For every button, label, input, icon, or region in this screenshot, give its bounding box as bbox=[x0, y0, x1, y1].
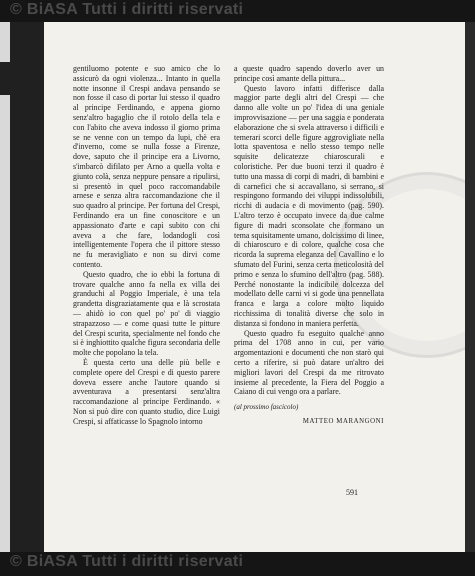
author-signature: MATTEO MARANGONI bbox=[302, 417, 384, 425]
paragraph: Questo quadro, che io ebbi la fortuna di trovare qualche anno fa nella ex villa dei granduchi al Poggio Imperiale, è una tela grandetta disgraziatamente qua e là scrostata — ahidò io con quel po' po' di viaggio strapazzoso — e come quasi tutte le pitture del Crespi scurita, specialmente nel fondo che si è inghiottito qualche figura secondaria delle molte che popolano la tela. bbox=[73, 269, 220, 358]
paragraph: gentiluomo potente e suo amico che lo assicurò da ogni violenza... Intanto in quella notte insonne il Crespi andava pensando se non fosse il caso di portar lui stesso il quadro al principe Ferdinando, e appena giorno senz'altro bagaglio che il rotolo della tela e con l'abito che aveva indosso il giorno prima se ne venne con un tempo da lupi, chè era d'inverno, come se nulla fosse a Firenze, dove, saputo che il principe era a Livorno, s'imbarcò difilato per Arno a quella volta e giunto colà, senza neppure pensare a ripulirsi, si presentò in quel poco raccomandabile arnese e senza altra raccomandazione che il suo quadro al principe. Per fortuna del Crespi, Ferdinando era un fine conoscitore e un appassionato d'arte e capì subito con chi aveva a che fare, lodandogli così intelligentemente l'opera che il pittore stesso ne fu meravigliato e non su dirvi come contento. bbox=[73, 64, 220, 269]
left-edge-highlight-lower bbox=[0, 95, 10, 552]
watermark-top: © BiASA Tutti i diritti riservati bbox=[10, 1, 244, 18]
page-number: 591 bbox=[346, 488, 358, 497]
paragraph: Questo quadro fu eseguito qualche anno prima del 1708 anno in cui, per vario argomentazioni e documenti che non starò qui certo a riferire, si può datare un'altro dei migliori lavori del Crespi da me ritrovato insieme al precedente, la Fiera del Poggio a Caiano di cui vengo ora a parlare. bbox=[234, 328, 384, 397]
paragraph: È questa certo una delle più belle e complete opere del Crespi e di questo parere doveva essere anche l'autore quando si avventurava a presentarsi senz'altra raccomandazione al principe Ferdinando. « Non si può dire con quanto studio, dice Luigi Crespi, si affaticasse lo Spagnolo intorno bbox=[73, 357, 220, 426]
paragraph: a queste quadro sapendo doverlo aver un principe così amante della pittura... bbox=[234, 64, 384, 83]
book-page bbox=[44, 22, 465, 552]
watermark-bottom: © BiASA Tutti i diritti riservati bbox=[10, 553, 244, 570]
left-edge-highlight bbox=[0, 22, 10, 62]
paragraph: Questo lavoro infatti differisce dalla maggior parte degli altri del Crespi — che danno alle volte un po' l'idea di una geniale improvvisazione — per una saggia e ponderata elaborazione che si svela attraverso i difficili e temerari scorci delle figure aggrovigliate nella lotta spaventosa e nello stesso tempo nelle squisite delicatezze chiaroscurali e coloristiche. Per due buoni terzi il quadro è tutto una massa di corpi di madri, di bambini e di carnefici che si accavallano, si serrano, si respingono formando dei viluppi indissolubili, ricchi di audacia e di movimento (pag. 590). L'altro terzo è occupato invece da due calme figure di madri sconsolate che formano un tema squisitamente umano, dolcissimo di linee, di chiaroscuro e di colore, qualche cosa che ricorda la suprema eleganza del Cavallino e lo sfumato del Furini, senza certa meticolosità del primo e senza lo sfumino dell'altro (pag. 588). Perché nonostante la indicibile dolcezza del modellato delle carni vi si gode una pennellata franca e larga a colore molto liquido ricchissima di tonalità diverse che solo in distanza si fondono in maniera perfetta. bbox=[234, 83, 384, 328]
right-text-column bbox=[234, 64, 384, 427]
continuation-note: (al prossimo fascicolo) bbox=[234, 403, 299, 412]
right-scan-margin bbox=[465, 22, 475, 552]
left-text-column bbox=[73, 64, 220, 426]
